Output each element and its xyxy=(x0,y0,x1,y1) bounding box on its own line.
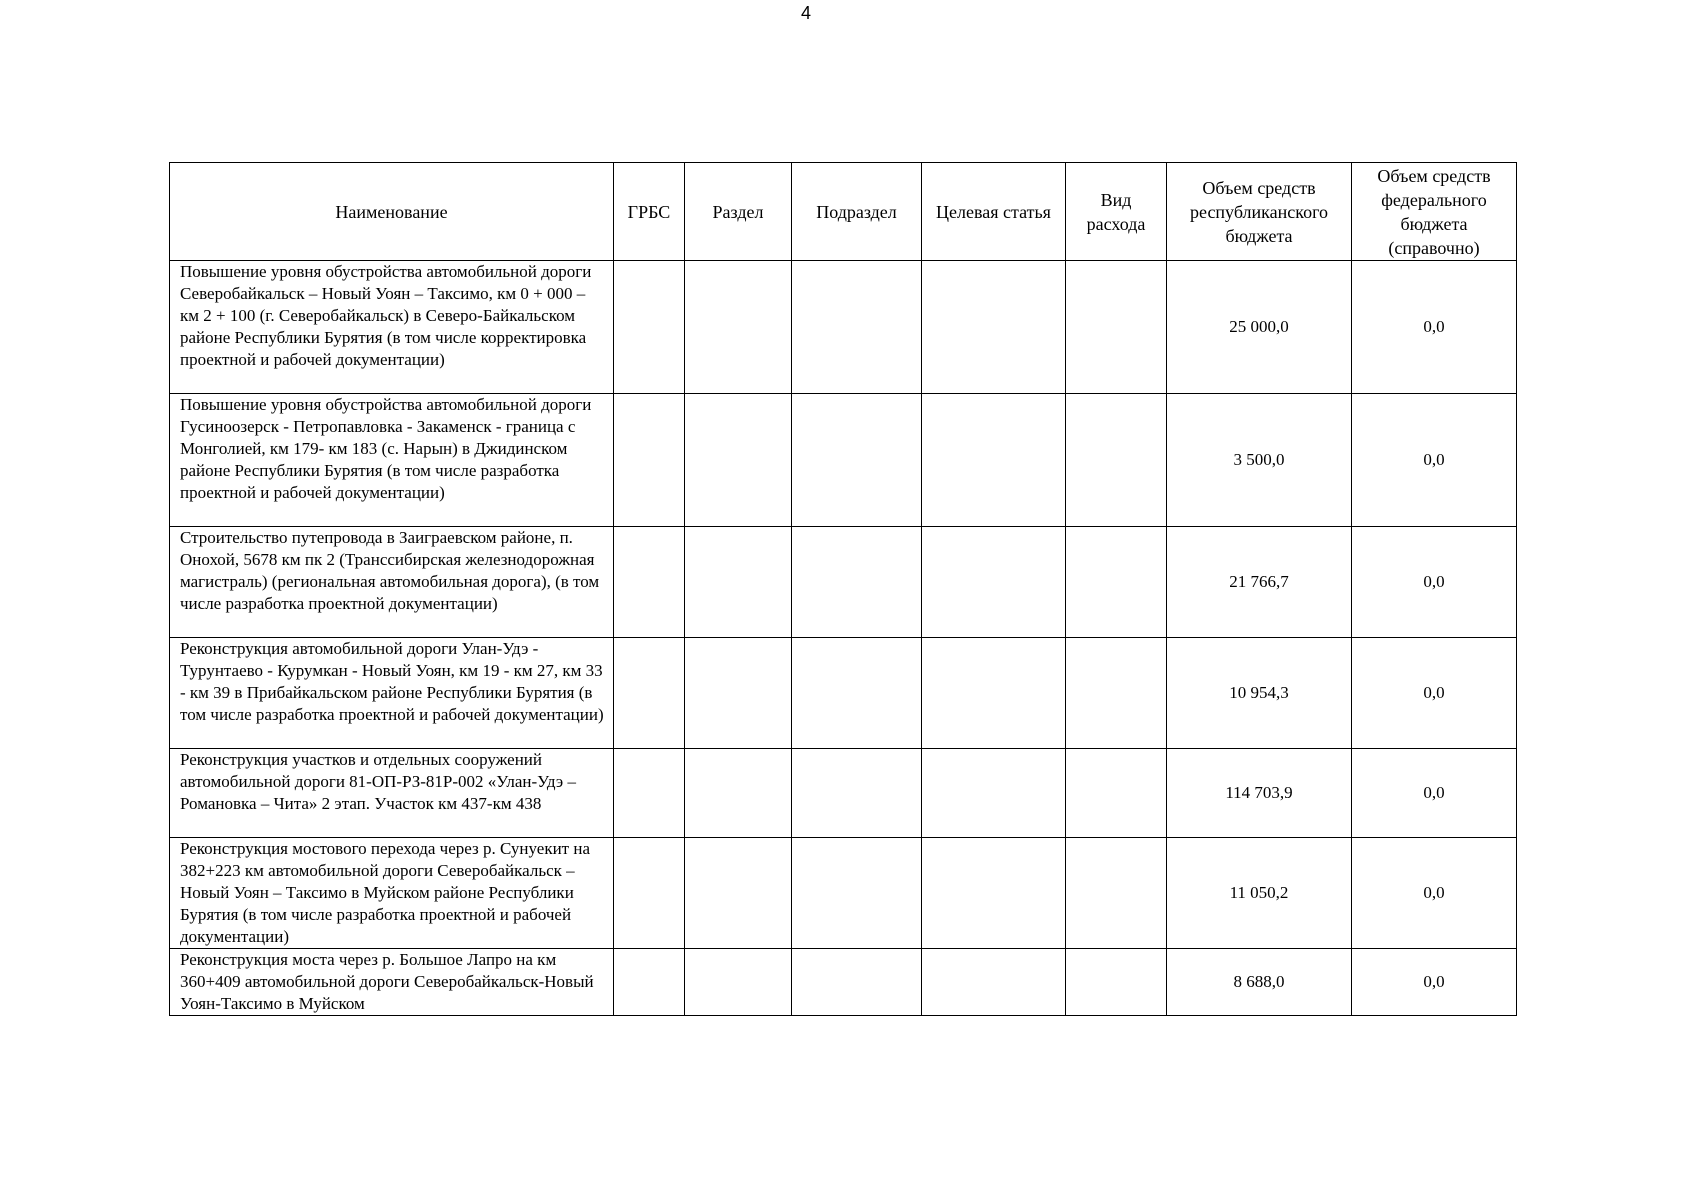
cell-podrazdel xyxy=(792,949,922,1016)
cell-republic-budget: 8 688,0 xyxy=(1167,949,1352,1016)
cell-podrazdel xyxy=(792,749,922,838)
cell-expense-type xyxy=(1066,638,1167,749)
table-body xyxy=(170,261,1517,1016)
cell-republic-budget: 114 703,9 xyxy=(1167,749,1352,838)
cell-name: Реконструкция автомобильной дороги Улан-Удэ - Турунтаево - Курумкан - Новый Уоян, км 19 - км 27, км 33 - км 39 в Прибайкальском районе Республики Бурятия (в том числе разработка проектной и рабочей документации) xyxy=(170,638,614,749)
cell-name: Повышение уровня обустройства автомобильной дороги Гусиноозерск - Петропавловка - Закаменск - граница с Монголией, км 179- км 183 (с. Нарын) в Джидинском районе Республики Бурятия (в том числе разработка проектной и рабочей документации) xyxy=(170,394,614,527)
header-federal-budget: Объем средств федерального бюджета (справочно) xyxy=(1352,163,1517,261)
budget-table xyxy=(169,162,1517,1016)
cell-federal-budget: 0,0 xyxy=(1352,949,1517,1016)
cell-republic-budget: 11 050,2 xyxy=(1167,838,1352,949)
cell-republic-budget: 21 766,7 xyxy=(1167,527,1352,638)
cell-republic-budget: 10 954,3 xyxy=(1167,638,1352,749)
cell-grbs xyxy=(614,949,685,1016)
cell-razdel xyxy=(685,261,792,394)
table-row xyxy=(170,949,1517,1016)
table-row xyxy=(170,394,1517,527)
cell-razdel xyxy=(685,527,792,638)
header-target-article: Целевая статья xyxy=(922,163,1066,261)
cell-razdel xyxy=(685,749,792,838)
cell-federal-budget: 0,0 xyxy=(1352,749,1517,838)
table-row xyxy=(170,838,1517,949)
cell-name: Повышение уровня обустройства автомобильной дороги Северобайкальск – Новый Уоян – Таксимо, км 0 + 000 – км 2 + 100 (г. Северобайкальск) в Северо-Байкальском районе Республики Бурятия (в том числе корректировка проектной и рабочей документации) xyxy=(170,261,614,394)
header-expense-type: Вид расхода xyxy=(1066,163,1167,261)
cell-grbs xyxy=(614,394,685,527)
cell-target-article xyxy=(922,949,1066,1016)
cell-razdel xyxy=(685,949,792,1016)
header-podrazdel: Подраздел xyxy=(792,163,922,261)
header-name: Наименование xyxy=(170,163,614,261)
cell-expense-type xyxy=(1066,838,1167,949)
cell-expense-type xyxy=(1066,949,1167,1016)
cell-target-article xyxy=(922,638,1066,749)
cell-expense-type xyxy=(1066,527,1167,638)
cell-razdel xyxy=(685,838,792,949)
cell-razdel xyxy=(685,638,792,749)
cell-podrazdel xyxy=(792,527,922,638)
cell-republic-budget: 25 000,0 xyxy=(1167,261,1352,394)
cell-target-article xyxy=(922,838,1066,949)
header-row xyxy=(170,163,1517,261)
cell-target-article xyxy=(922,394,1066,527)
cell-name: Реконструкция моста через р. Большое Лапро на км 360+409 автомобильной дороги Северобайкальск-Новый Уоян-Таксимо в Муйском xyxy=(170,949,614,1016)
header-razdel: Раздел xyxy=(685,163,792,261)
cell-federal-budget: 0,0 xyxy=(1352,838,1517,949)
cell-podrazdel xyxy=(792,394,922,527)
cell-razdel xyxy=(685,394,792,527)
cell-target-article xyxy=(922,527,1066,638)
table-row xyxy=(170,749,1517,838)
cell-target-article xyxy=(922,261,1066,394)
cell-federal-budget: 0,0 xyxy=(1352,261,1517,394)
cell-expense-type xyxy=(1066,394,1167,527)
cell-podrazdel xyxy=(792,638,922,749)
header-republic-budget: Объем средств республиканского бюджета xyxy=(1167,163,1352,261)
table-row xyxy=(170,261,1517,394)
cell-federal-budget: 0,0 xyxy=(1352,394,1517,527)
cell-expense-type xyxy=(1066,261,1167,394)
cell-federal-budget: 0,0 xyxy=(1352,527,1517,638)
cell-expense-type xyxy=(1066,749,1167,838)
cell-grbs xyxy=(614,638,685,749)
cell-grbs xyxy=(614,527,685,638)
cell-target-article xyxy=(922,749,1066,838)
cell-name: Реконструкция участков и отдельных сооружений автомобильной дороги 81-ОП-РЗ-81Р-002 «Улан-Удэ – Романовка – Чита» 2 этап. Участок км 437-км 438 xyxy=(170,749,614,838)
cell-podrazdel xyxy=(792,838,922,949)
header-grbs: ГРБС xyxy=(614,163,685,261)
cell-republic-budget: 3 500,0 xyxy=(1167,394,1352,527)
page-number: 4 xyxy=(800,3,811,23)
cell-grbs xyxy=(614,749,685,838)
table-row xyxy=(170,638,1517,749)
cell-federal-budget: 0,0 xyxy=(1352,638,1517,749)
cell-grbs xyxy=(614,838,685,949)
cell-name: Реконструкция мостового перехода через р. Сунуекит на 382+223 км автомобильной дороги Северобайкальск – Новый Уоян – Таксимо в Муйском районе Республики Бурятия (в том числе разработка проектной и рабочей документации) xyxy=(170,838,614,949)
table-header xyxy=(170,163,1517,261)
cell-grbs xyxy=(614,261,685,394)
table-row xyxy=(170,527,1517,638)
cell-name: Строительство путепровода в Заиграевском районе, п. Онохой, 5678 км пк 2 (Транссибирская железнодорожная магистраль) (региональная автомобильная дорога), (в том числе разработка проектной документации) xyxy=(170,527,614,638)
cell-podrazdel xyxy=(792,261,922,394)
